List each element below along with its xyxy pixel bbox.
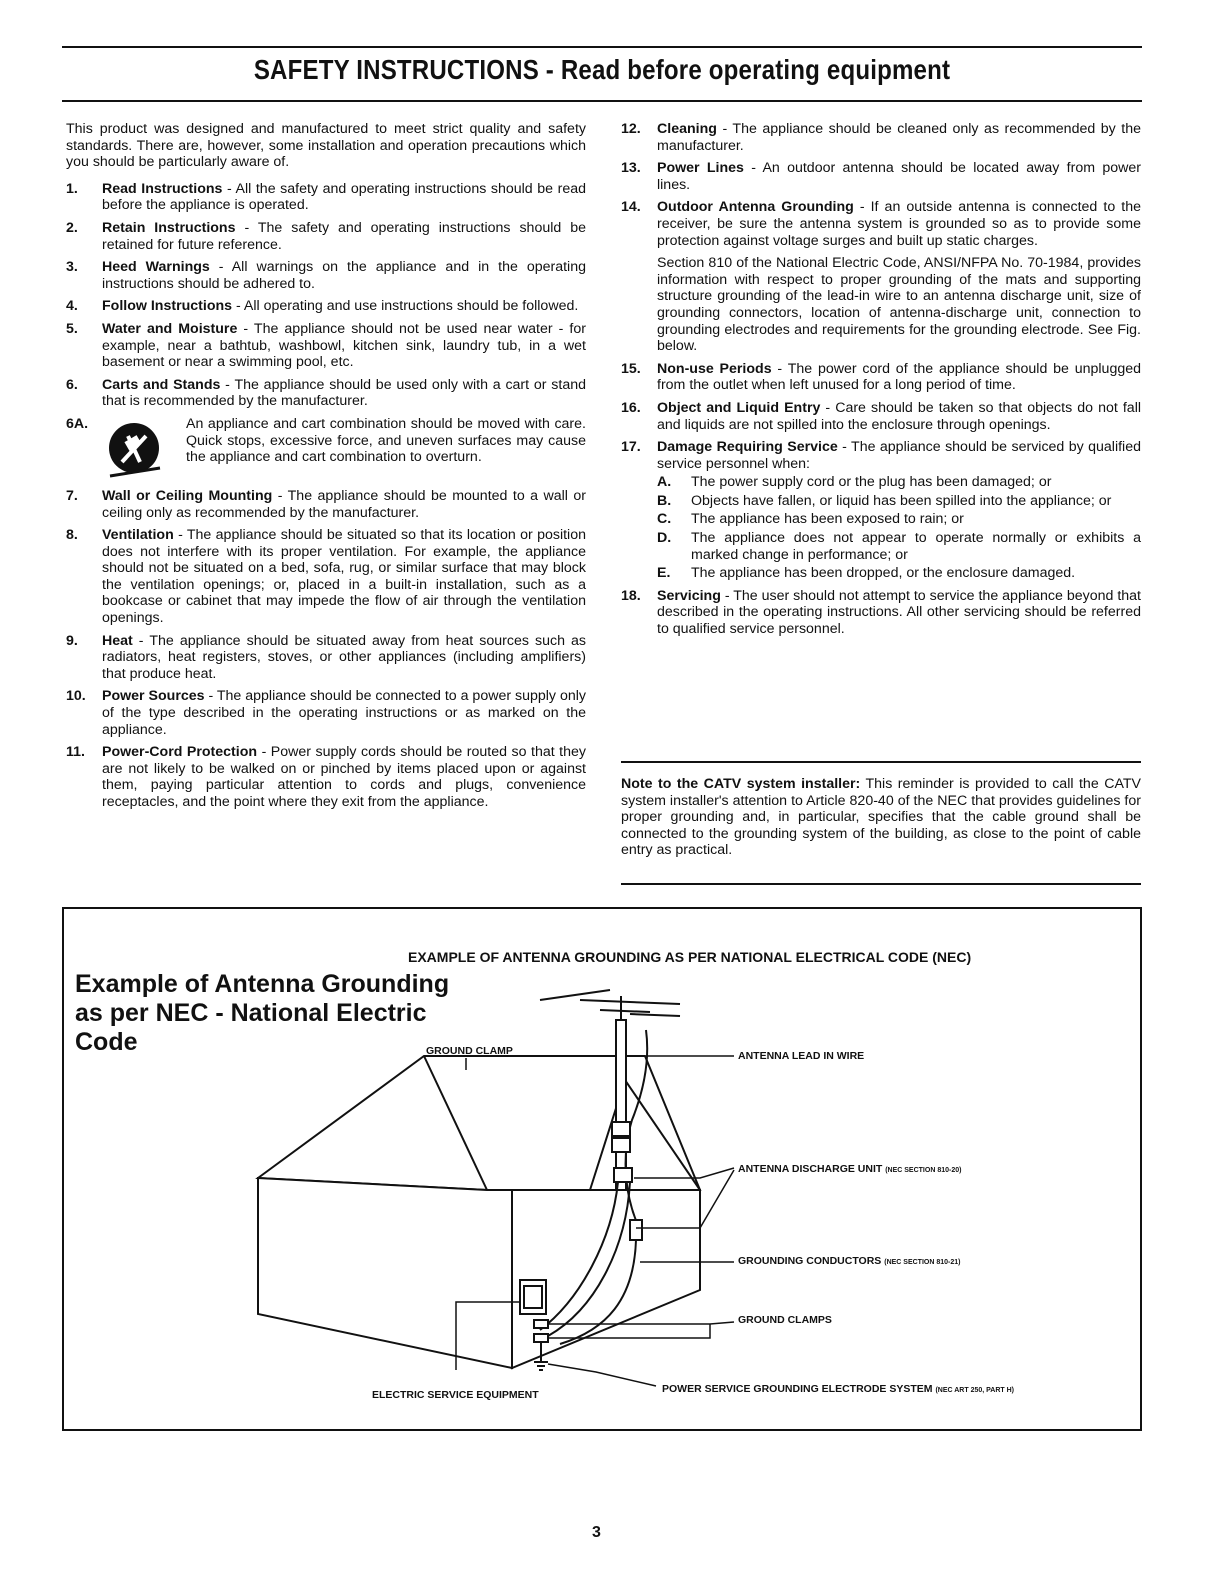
item-title: Follow Instructions <box>102 298 233 315</box>
item-number: 14. <box>621 199 641 216</box>
condition-text: Objects have fallen, or liquid has been spilled into the appliance; or <box>691 492 1112 509</box>
condition-text: The power supply cord or the plug has been damaged; or <box>691 474 1052 491</box>
item-title: Power Sources <box>102 688 205 705</box>
label-text: GROUNDING CONDUCTORS <box>738 1255 882 1267</box>
item-text: - The user should not attempt to service the appliance beyond that described in the operating instructions. All other servicing should be referred to qualified service personnel. <box>657 587 1141 638</box>
condition-letter: B. <box>657 492 672 509</box>
antenna-mast <box>616 1020 626 1190</box>
item-title: Read Instructions <box>102 180 223 197</box>
label-discharge-unit <box>738 1163 961 1175</box>
item-title: Non-use Periods <box>657 360 772 377</box>
item-text: An appliance and cart combination should be moved with care. Quick stops, excessive force, and uneven surfaces may cause the appliance and cart combination to overturn. <box>186 415 586 466</box>
item-title: Water and Moisture <box>102 320 238 337</box>
condition-text: The appliance has been dropped, or the enclosure damaged. <box>691 565 1076 582</box>
item-text: - The appliance should be used only with a cart or stand that is recommended by the manufacturer. <box>102 376 586 410</box>
discharge-unit <box>614 1168 632 1182</box>
item-title: Ventilation <box>102 527 174 544</box>
item-number: 13. <box>621 160 641 177</box>
label-grounding-electrode <box>662 1383 1014 1395</box>
item-title: Outdoor Antenna Grounding <box>657 199 854 216</box>
label-ref: (NEC ART 250, PART H) <box>935 1387 1014 1394</box>
item-number: 16. <box>621 399 641 416</box>
note-text: This reminder is provided to call the CATV system installer's attention to Article 820-40 of the NEC that provides guidelines for proper grounding and, in particular, specifies that the cable ground shall be connected to the grounding system of the building, as close to the point of cable entry as practical. <box>621 776 1141 859</box>
item-title: Wall or Ceiling Mounting <box>102 487 273 504</box>
ground-clamp <box>534 1320 548 1328</box>
item-text: - Power supply cords should be routed so that they are not likely to be walked on or pinched by items placed upon or against them, paying particular attention to cords and plugs, convenience receptacles, and the point where they exit from the appliance. <box>102 744 586 810</box>
condition-letter: C. <box>657 511 672 528</box>
item-text: - The appliance should not be used near water - for example, near a bathtub, washbowl, kitchen sink, laundry tub, in a wet basement or near a swimming pool, etc. <box>102 320 586 371</box>
item-number: 17. <box>621 439 641 456</box>
item-text: - An outdoor antenna should be located away from power lines. <box>657 160 1141 193</box>
discharge-unit <box>630 1220 642 1240</box>
item-title: Power-Cord Protection <box>102 744 258 761</box>
condition-text: The appliance does not appear to operate normally or exhibits a marked change in performance; or <box>691 530 1141 563</box>
item-number: 1. <box>66 180 78 197</box>
house-roof <box>258 1056 700 1190</box>
house-front-wall <box>258 1178 512 1368</box>
item-number: 5. <box>66 320 78 337</box>
condition-letter: E. <box>657 565 671 582</box>
figure-title-line: as per NEC - National Electric Code <box>75 999 427 1056</box>
item-text: - The appliance should be connected to a power supply only of the type described in the operating instructions or as marked on the appliance. <box>102 688 586 738</box>
item-title: Heat <box>102 632 133 649</box>
discharge-unit <box>612 1138 630 1152</box>
label-antenna-lead-in: ANTENNA LEAD IN WIRE <box>738 1050 865 1062</box>
item-text: - All operating and use instructions should be followed. <box>232 298 579 315</box>
item-text: - All warnings on the appliance and in the operating instructions should be adhered to. <box>102 259 586 292</box>
item-text: - If an outside antenna is connected to the receiver, be sure the antenna system is grounded so as to provide some protection against voltage surges and built up static charges. <box>657 199 1141 249</box>
page-title: SAFETY INSTRUCTIONS - Read before operating equipment <box>253 54 951 85</box>
label-ref: (NEC SECTION 810-21) <box>884 1259 961 1266</box>
condition-text: The appliance has been exposed to rain; or <box>691 511 964 528</box>
page-number: 3 <box>592 1524 601 1541</box>
item-title: Carts and Stands <box>102 376 221 393</box>
item-text: - The appliance should be mounted to a wall or ceiling only as recommended by the manufacturer. <box>102 487 586 521</box>
condition-letter: D. <box>657 530 672 547</box>
item-number: 15. <box>621 360 641 377</box>
item-number: 7. <box>66 487 78 504</box>
discharge-unit <box>612 1122 630 1136</box>
item-number: 3. <box>66 259 78 276</box>
item-text: - All the safety and operating instructions should be read before the appliance is operated. <box>102 180 586 214</box>
intro-paragraph: This product was designed and manufactured to meet strict quality and safety standards. There are, however, some installation and operation precautions which you should be particularly aware of. <box>66 121 586 171</box>
figure-heading: EXAMPLE OF ANTENNA GROUNDING AS PER NATIONAL ELECTRICAL CODE (NEC) <box>408 949 972 965</box>
item-title: Retain Instructions <box>102 219 236 236</box>
item-text: - The appliance should be situated so that its location or position does not interfere with its proper ventilation. For example, the appliance should not be situated on a bed, sofa, rug, or similar surface that may block the ventilation openings; or, placed in a built-in installation, such as a bookcase or cabinet that may impede the flow of air through the ventilation openings. <box>102 527 586 627</box>
item-number: 6. <box>66 376 78 393</box>
item-number: 9. <box>66 632 78 649</box>
item-text: - The appliance should be situated away from heat sources such as radiators, heat registers, stoves, or other appliances (including amplifiers) that produce heat. <box>102 632 586 682</box>
item-number: 2. <box>66 219 78 236</box>
item-text: - The appliance should be cleaned only as recommended by the manufacturer. <box>657 121 1141 154</box>
item-title: Cleaning <box>657 121 717 137</box>
antenna-element <box>540 990 610 1000</box>
item-title: Damage Requiring Service <box>657 439 838 456</box>
item-number: 18. <box>621 587 641 604</box>
nec-section-paragraph: Section 810 of the National Electric Code, ANSI/NFPA No. 70-1984, provides information with respect to proper grounding of the mats and supporting structure grounding of the lead-in wire to an antenna discharge unit, size of grounding connectors, location of antenna-discharge unit, connection to grounding electrodes and requirements for the grounding electrode. See Fig. below. <box>657 255 1141 355</box>
label-ref: (NEC SECTION 810-20) <box>885 1167 962 1174</box>
label-text: POWER SERVICE GROUNDING ELECTRODE SYSTEM <box>662 1383 933 1395</box>
item-text: - The appliance should be serviced by qualified service personnel when: <box>657 439 1141 472</box>
item-number: 11. <box>66 744 85 761</box>
item-title: Heed Warnings <box>102 259 210 276</box>
item-number: 8. <box>66 527 78 544</box>
item-number: 10. <box>66 688 86 705</box>
item-text: - Care should be taken so that objects do not fall and liquids are not spilled into the enclosure through openings. <box>657 399 1141 433</box>
ground-clamp <box>534 1334 548 1342</box>
item-text: - The safety and operating instructions should be retained for future reference. <box>102 219 586 253</box>
item-title: Power Lines <box>657 160 744 177</box>
item-title: Servicing <box>657 587 721 604</box>
label-text: ANTENNA DISCHARGE UNIT <box>738 1163 883 1175</box>
item-text: - The power cord of the appliance should be unplugged from the outlet when left unused for a long period of time. <box>657 360 1142 394</box>
label-grounding-conductors <box>738 1255 960 1267</box>
figure-title-line: Example of Antenna Grounding <box>75 970 450 998</box>
note-title: Note to the CATV system installer: <box>621 776 861 792</box>
label-ground-clamps: GROUND CLAMPS <box>738 1314 832 1326</box>
item-title: Object and Liquid Entry <box>657 399 821 416</box>
antenna-element <box>580 1000 680 1004</box>
item-number: 6A. <box>66 415 89 432</box>
label-ground-clamp: GROUND CLAMP <box>426 1045 513 1057</box>
antenna-element <box>630 1014 680 1016</box>
item-number: 12. <box>621 121 641 137</box>
item-number: 4. <box>66 298 78 315</box>
condition-letter: A. <box>657 474 672 491</box>
antenna-element <box>600 1010 650 1012</box>
label-electric-service: ELECTRIC SERVICE EQUIPMENT <box>372 1389 539 1401</box>
